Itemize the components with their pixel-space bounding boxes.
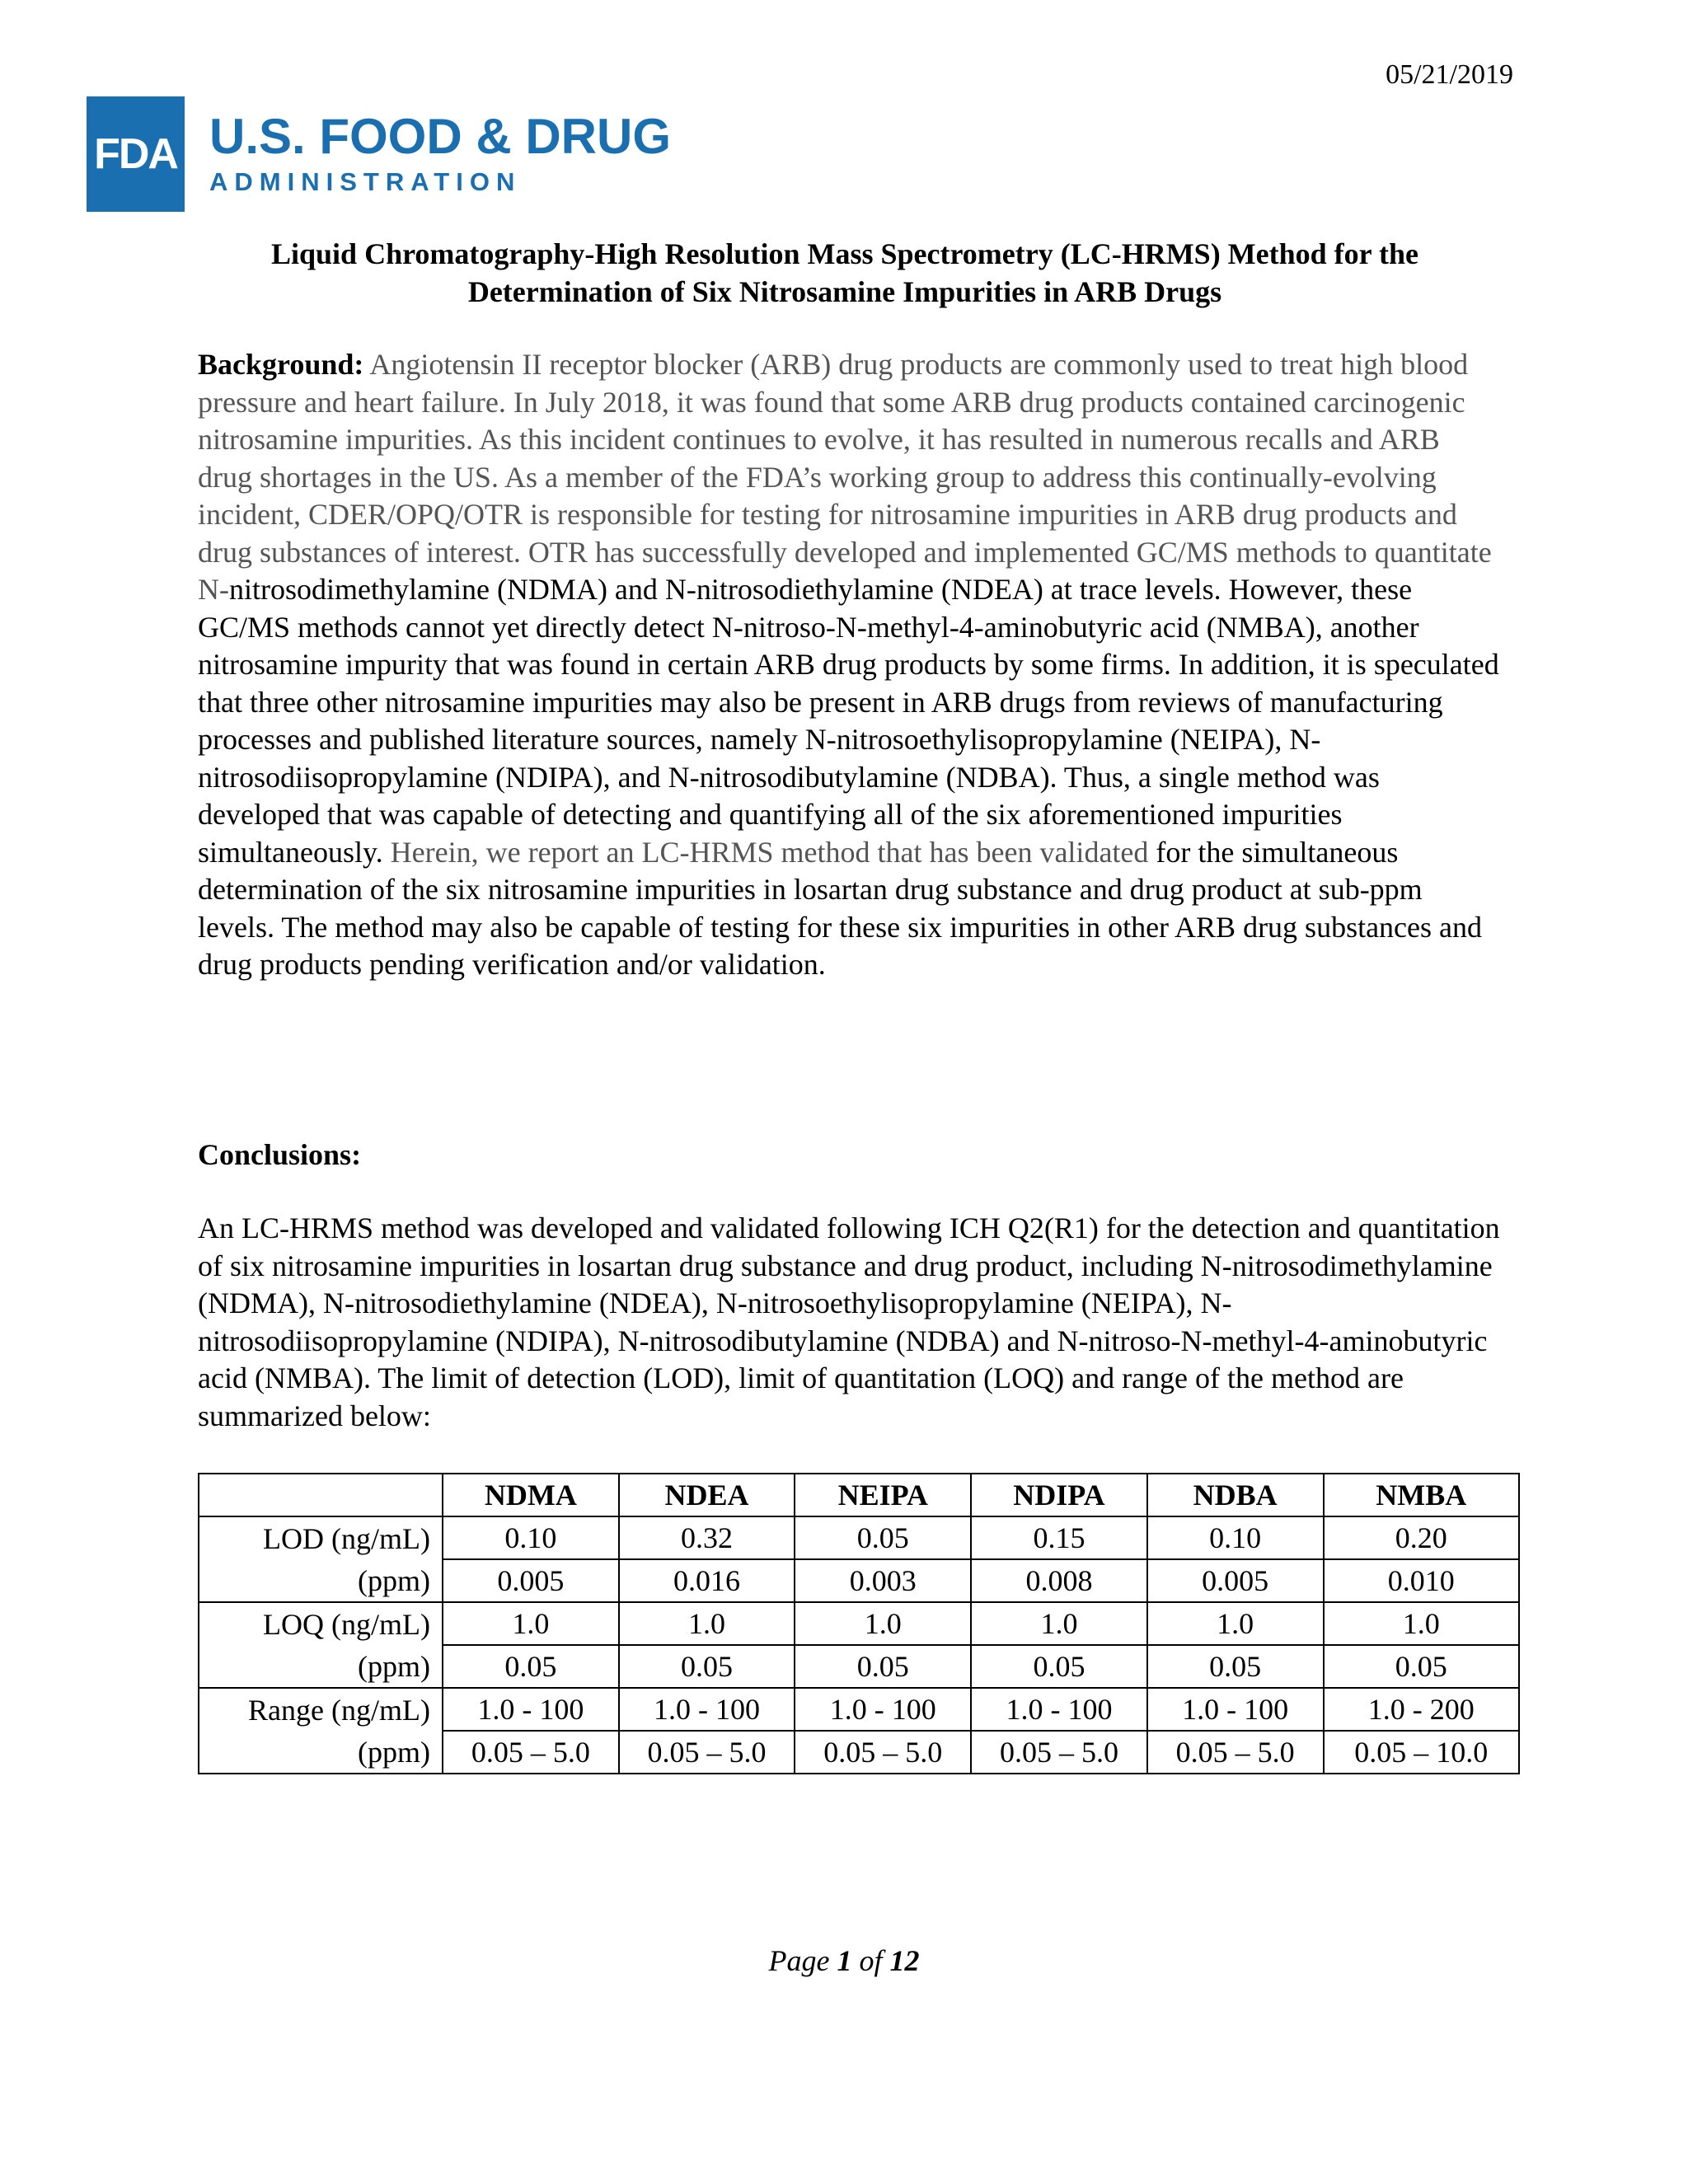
table-cell: 0.016 [619,1559,795,1602]
fda-logo-wordmark [209,110,671,199]
table-cell: 0.05 [795,1645,971,1688]
table-cell: 1.0 [619,1602,795,1645]
header-nmba: NMBA [1324,1474,1519,1516]
page-footer [0,1943,1688,1978]
table-row [199,1559,1519,1602]
table-cell: 0.005 [1147,1559,1324,1602]
table-row [199,1602,1519,1645]
table-cell: 0.15 [971,1516,1147,1559]
document-date: 05/21/2019 [1386,59,1513,90]
header-ndea: NDEA [619,1474,795,1516]
conclusions-paragraph: An LC-HRMS method was developed and validated following ICH Q2(R1) for the detection and quantitation of six nitrosamine impurities in losartan drug substance and drug product, including N-nitrosodimethylamine (NDMA), N-nitrosodiethylamine (NDEA), N-nitrosoethylisopropylamine (NEIPA), N-nitrosodiisopropylamine (NDIPA), N-nitrosodibutylamine (NDBA) and N-nitroso-N-methyl-4-aminobutyric acid (NMBA). The limit of detection (LOD), limit of quantitation (LOQ) and range of the method are summarized below: [198,1212,1500,1432]
fda-logo-mark: FDA [87,96,185,212]
table-cell: 1.0 - 100 [795,1688,971,1731]
table-cell: 0.05 – 5.0 [619,1731,795,1774]
table-cell: 1.0 [971,1602,1147,1645]
table-cell: 1.0 [1147,1602,1324,1645]
background-text-4: for the simultaneous determination of the six nitrosamine impurities in losartan drug substance and drug product at sub-ppm levels. The method may also be capable of testing for these six impurities in other ARB drug substances and drug products pending verification and/or validation. [198,835,1483,981]
row-label: LOQ (ng/mL) [199,1602,443,1645]
table-cell: 0.10 [1147,1516,1324,1559]
row-label: (ppm) [199,1645,443,1688]
row-label: LOD (ng/mL) [199,1516,443,1559]
results-table [198,1473,1520,1774]
table-cell: 1.0 [1324,1602,1519,1645]
document-title [190,235,1500,311]
table-cell: 0.05 [1147,1645,1324,1688]
table-cell: 0.05 [795,1516,971,1559]
background-text-1: Angiotensin II receptor blocker (ARB) drug products are commonly used to treat high blood pressure and heart failure. In July 2018, it was found that some ARB drug products contained carcinogenic nitrosamine impurities. As this incident continues to evolve, it has resulted in numerous recalls and ARB drug shortages in the US. As a member of the FDA’s working group to address this continually-evolving incident, CDER/OPQ/OTR is responsible for testing for nitrosamine impurities in ARB drug products and drug substances of interest. OTR has successfully developed and implemented GC/MS methods to quantitate N- [198,348,1492,606]
row-label: Range (ng/mL) [199,1688,443,1731]
table-cell: 1.0 [795,1602,971,1645]
table-row [199,1645,1519,1688]
table-cell: 0.05 – 5.0 [795,1731,971,1774]
conclusions-heading: Conclusions: [198,1138,362,1171]
header-ndba: NDBA [1147,1474,1324,1516]
background-label: Background: [198,348,364,381]
table-cell: 0.003 [795,1559,971,1602]
table-cell: 0.20 [1324,1516,1519,1559]
table-cell: 0.05 [443,1645,619,1688]
row-label: (ppm) [199,1559,443,1602]
table-cell: 0.010 [1324,1559,1519,1602]
header-neipa: NEIPA [795,1474,971,1516]
table-cell: 1.0 - 100 [619,1688,795,1731]
table-cell: 0.10 [443,1516,619,1559]
title-line-1: Liquid Chromatography-High Resolution Mass Spectrometry (LC-HRMS) Method for the [271,237,1418,270]
title-line-2: Determination of Six Nitrosamine Impurities in ARB Drugs [467,275,1222,308]
footer-of-word: of [859,1944,883,1977]
table-cell: 1.0 - 100 [1147,1688,1324,1731]
logo-line-1: U.S. FOOD & DRUG [209,109,672,164]
footer-page-number: 1 [837,1944,852,1977]
table-cell: 0.005 [443,1559,619,1602]
table-cell: 0.008 [971,1559,1147,1602]
table-cell: 1.0 [443,1602,619,1645]
table-row [199,1688,1519,1731]
table-cell: 0.05 [971,1645,1147,1688]
table-cell: 0.05 – 10.0 [1324,1731,1519,1774]
logo-line-2: ADMINISTRATION [209,167,522,196]
table-row [199,1731,1519,1774]
background-text-2: nitrosodimethylamine (NDMA) and N-nitrosodiethylamine (NDEA) at trace levels. However, these GC/MS methods cannot yet directly detect N-nitroso-N-methyl-4-aminobutyric acid (NMBA), another nitrosamine impurity that was found in certain ARB drug products by some firms. In addition, it is speculated that three other nitrosamine impurities may also be present in ARB drugs from reviews of manufacturing processes and published literature sources, namely N-nitrosoethylisopropylamine (NEIPA), N-nitrosodiisopropylamine (NDIPA), and N-nitrosodibutylamine (NDBA). Thus, a single method was developed that was capable of detecting and quantifying all of the six aforementioned impurities simultaneously. [198,573,1499,869]
background-text-3: Herein, we report an LC-HRMS method that has been validated [382,835,1149,869]
table-cell: 0.05 – 5.0 [1147,1731,1324,1774]
table-cell: 0.05 [1324,1645,1519,1688]
header-ndipa: NDIPA [971,1474,1147,1516]
table-cell: 0.32 [619,1516,795,1559]
table-cell: 1.0 - 100 [971,1688,1147,1731]
footer-page-total: 12 [889,1944,920,1977]
table-cell: 0.05 – 5.0 [971,1731,1147,1774]
header-ndma: NDMA [443,1474,619,1516]
table-cell: 1.0 - 200 [1324,1688,1519,1731]
fda-logo [87,96,671,212]
table-header-row [199,1474,1519,1516]
background-section [198,346,1500,984]
table-cell: 1.0 - 100 [443,1688,619,1731]
background-paragraph [198,346,1500,984]
table-row [199,1516,1519,1559]
table-cell: 0.05 – 5.0 [443,1731,619,1774]
footer-page-word: Page [768,1944,830,1977]
table-corner [199,1474,443,1516]
row-label: (ppm) [199,1731,443,1774]
table-cell: 0.05 [619,1645,795,1688]
